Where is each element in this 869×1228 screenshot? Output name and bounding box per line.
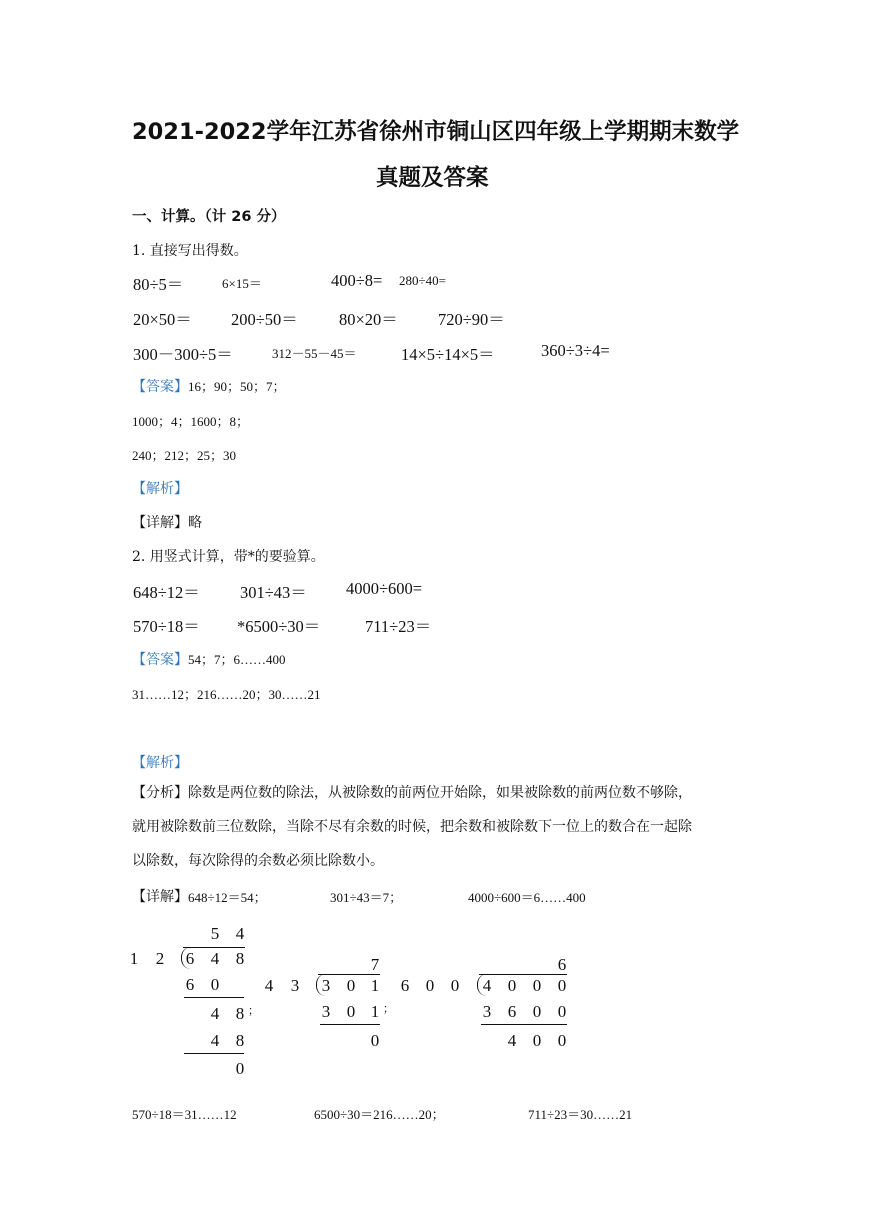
q1-expr: 360÷3÷4= <box>541 341 610 360</box>
q1-analysis-tag: 【解析】 <box>132 481 188 497</box>
detail-result: 711÷23＝30……21 <box>528 1107 633 1122</box>
step-digit: 0 <box>532 1002 542 1021</box>
answer-text: 16；90；50；7； <box>188 379 286 394</box>
answer-tag: 【答案】 <box>132 652 188 668</box>
quotient-digit: 7 <box>370 955 380 974</box>
subtraction-line <box>184 1053 244 1054</box>
analysis-text: 除数是两位数的除法，从被除数的前两位开始除，如果被除数的前两位数不够除， <box>188 785 692 801</box>
q1-expr: 80÷5＝ <box>133 275 184 294</box>
q2-expr: 648÷12＝ <box>133 583 200 602</box>
quotient-digit: 6 <box>557 955 567 974</box>
quotient-digit: 4 <box>235 924 245 943</box>
q1-expr: 14×5÷14×5＝ <box>401 345 495 364</box>
remainder-digit: 8 <box>235 1004 245 1023</box>
subtraction-line <box>320 1024 380 1025</box>
q1-expr: 6×15＝ <box>222 276 262 291</box>
dividend-digit: 0 <box>507 976 517 995</box>
step-digit: 6 <box>507 1002 517 1021</box>
quotient-digit: 5 <box>210 924 220 943</box>
step-digit: 1 <box>370 1002 380 1021</box>
q1-expr: 280÷40= <box>399 273 446 288</box>
q2-answer <box>132 649 286 669</box>
separator: ； <box>383 1003 394 1015</box>
divisor-digit: 3 <box>290 976 300 995</box>
answer-tag: 【答案】 <box>132 379 188 395</box>
q1-expr: 200÷50＝ <box>231 310 298 329</box>
final-remainder: 0 <box>235 1059 245 1078</box>
dividend-digit: 0 <box>557 976 567 995</box>
step-digit: 4 <box>210 1031 220 1050</box>
q1-answer-line2: 1000；4；1600；8； <box>132 414 250 429</box>
step-digit: 0 <box>557 1002 567 1021</box>
dividend-digit: 8 <box>235 949 245 968</box>
divisor-digit: 6 <box>400 976 410 995</box>
final-remainder: 0 <box>370 1031 380 1050</box>
q2-detail-tag: 【详解】 <box>132 889 188 905</box>
divisor-digit: 0 <box>450 976 460 995</box>
analysis-line: 以除数，每次除得的余数必须比除数小。 <box>132 853 384 869</box>
divisor-digit: 4 <box>264 976 274 995</box>
step-digit: 8 <box>235 1031 245 1050</box>
detail-result: 648÷12＝54； <box>188 890 267 905</box>
q1-expr: 720÷90＝ <box>438 310 505 329</box>
q2-answer-line2: 31……12；216……20；30……21 <box>132 687 321 702</box>
q1-answer <box>132 376 286 396</box>
detail-text: 略 <box>188 515 202 531</box>
page-title-line1: 2021-2022学年江苏省徐州市铜山区四年级上学期期末数学 <box>132 119 740 145</box>
subtraction-line <box>481 1024 567 1025</box>
dividend-digit: 3 <box>321 976 331 995</box>
separator: ； <box>248 1005 259 1017</box>
answer-text: 54；7；6……400 <box>188 652 286 667</box>
section-heading: 一、计算。（计 26 分） <box>132 209 286 225</box>
page-title-line2: 真题及答案 <box>376 165 489 191</box>
q2-expr: 570÷18＝ <box>133 617 200 636</box>
q1-expr: 300－300÷5＝ <box>133 345 233 364</box>
analysis-prefix: 【分析】 <box>132 785 188 801</box>
q2-expr: 4000÷600= <box>346 579 423 598</box>
q1-answer-line3: 240；212；25；30 <box>132 448 237 463</box>
dividend-digit: 0 <box>532 976 542 995</box>
dividend-digit: 4 <box>482 976 492 995</box>
q2-analysis-tag: 【解析】 <box>132 755 188 771</box>
detail-result: 6500÷30＝216……20； <box>314 1107 445 1122</box>
dividend-digit: 0 <box>346 976 356 995</box>
division-bar <box>318 974 380 975</box>
step-digit: 0 <box>210 975 220 994</box>
final-remainder: 0 <box>557 1031 567 1050</box>
detail-result: 570÷18＝31……12 <box>132 1107 237 1122</box>
analysis-line <box>132 776 742 810</box>
question-1-label: 1. 直接写出得数。 <box>132 243 248 259</box>
division-bar <box>183 947 245 948</box>
q1-expr: 312－55－45＝ <box>272 346 357 361</box>
question-2-label: 2. 用竖式计算，带*的要验算。 <box>132 549 325 565</box>
remainder-digit: 4 <box>210 1004 220 1023</box>
q2-analysis-paragraph <box>132 776 742 878</box>
step-digit: 3 <box>321 1002 331 1021</box>
step-digit: 3 <box>482 1002 492 1021</box>
q2-expr: *6500÷30＝ <box>237 617 321 636</box>
q2-expr: 711÷23＝ <box>365 617 432 636</box>
step-digit: 6 <box>185 975 195 994</box>
final-remainder: 4 <box>507 1031 517 1050</box>
q1-detail <box>132 512 202 532</box>
q1-expr: 400÷8= <box>331 271 383 290</box>
step-digit: 0 <box>346 1002 356 1021</box>
divisor-digit: 1 <box>129 949 139 968</box>
dividend-digit: 4 <box>210 949 220 968</box>
q1-expr: 80×20＝ <box>339 310 398 329</box>
divisor-digit: 2 <box>155 949 165 968</box>
detail-result: 301÷43＝7； <box>330 890 403 905</box>
analysis-line: 就用被除数前三位数除，当除不尽有余数的时候，把余数和被除数下一位上的数合在一起除 <box>132 819 692 835</box>
detail-tag: 【详解】 <box>132 515 188 531</box>
final-remainder: 0 <box>532 1031 542 1050</box>
dividend-digit: 6 <box>185 949 195 968</box>
dividend-digit: 1 <box>370 976 380 995</box>
subtraction-line <box>184 997 244 998</box>
division-bar <box>479 974 567 975</box>
q1-expr: 20×50＝ <box>133 310 192 329</box>
divisor-digit: 0 <box>425 976 435 995</box>
q2-expr: 301÷43＝ <box>240 583 307 602</box>
detail-result: 4000÷600＝6……400 <box>468 890 586 905</box>
